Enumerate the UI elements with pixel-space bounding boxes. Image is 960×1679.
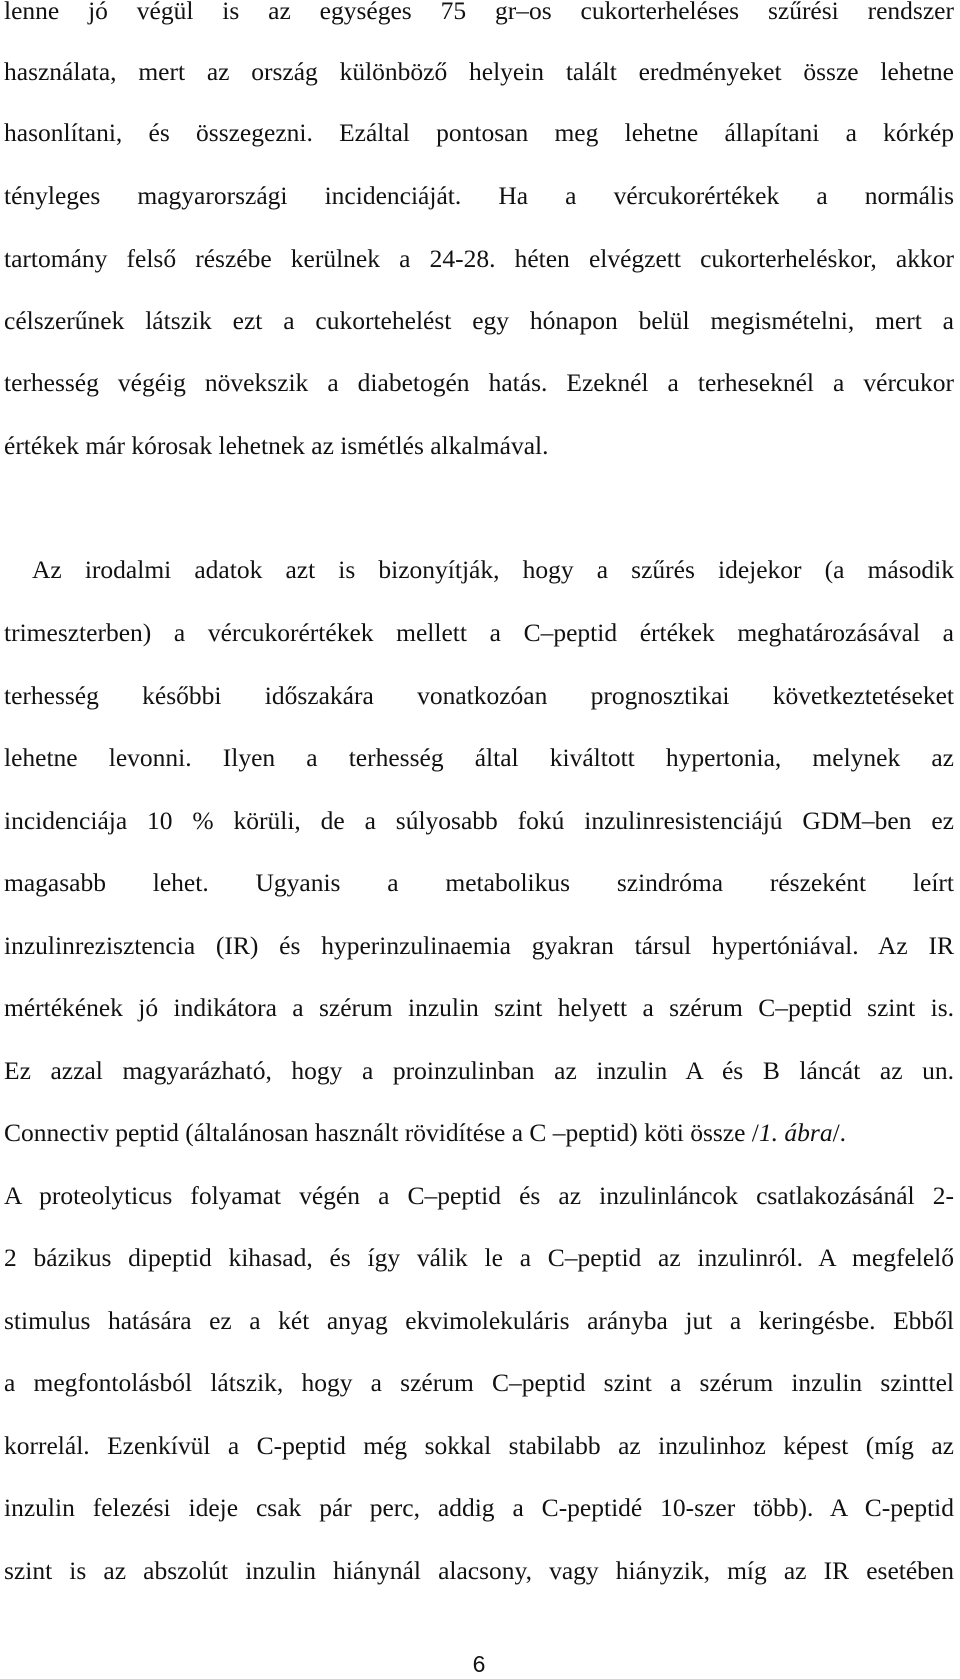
- paragraph-1-line-4: tényleges magyarországi incidenciáját. Ha a vércukorértékek a normális: [4, 181, 954, 210]
- paragraph-2-line-2: trimeszterben) a vércukorértékek mellett a C–peptid értékek meghatározásával a: [4, 618, 954, 647]
- paragraph-2-line-17: szint is az abszolút inzulin hiánynál alacsony, vagy hiányzik, míg az IR esetében: [4, 1556, 954, 1585]
- paragraph-2-line-10-text: Connectiv peptid (általánosan használt rövidítése a C –peptid) köti össze /: [4, 1118, 759, 1147]
- paragraph-2-line-12: 2 bázikus dipeptid kihasad, és így válik le a C–peptid az inzulinról. A megfelelő: [4, 1243, 954, 1272]
- paragraph-1-line-6: célszerűnek látszik ezt a cukortehelést egy hónapon belül megismételni, mert a: [4, 306, 954, 335]
- paragraph-2-line-10: [4, 1118, 954, 1148]
- paragraph-2-line-13: stimulus hatására ez a két anyag ekvimolekuláris arányba jut a keringésbe. Ebből: [4, 1306, 954, 1335]
- paragraph-1-line-1: lenne jó végül is az egységes 75 gr–os cukorterheléses szűrési rendszer: [4, 0, 954, 25]
- paragraph-1-line-3: hasonlítani, és összegezni. Ezáltal pontosan meg lehetne állapítani a kórkép: [4, 118, 954, 147]
- paragraph-2-line-4: lehetne levonni. Ilyen a terhesség által kiváltott hypertonia, melynek az: [4, 743, 954, 772]
- figure-reference: 1. ábra: [758, 1118, 833, 1147]
- figure-reference-suffix: /.: [832, 1118, 847, 1147]
- paragraph-1-line-2: használata, mert az ország különböző helyein talált eredményeket össze lehetne: [4, 57, 954, 86]
- page-number: 6: [472, 1651, 486, 1677]
- paragraph-2-line-14: a megfontolásból látszik, hogy a szérum C–peptid szint a szérum inzulin szinttel: [4, 1368, 954, 1397]
- paragraph-2-line-7: inzulinrezisztencia (IR) és hyperinzulinaemia gyakran társul hypertóniával. Az IR: [4, 931, 954, 960]
- paragraph-2-line-5: incidenciája 10 % körüli, de a súlyosabb fokú inzulinresistenciájú GDM–ben ez: [4, 806, 954, 835]
- paragraph-2-line-15: korrelál. Ezenkívül a C-peptid még sokkal stabilabb az inzulinhoz képest (míg az: [4, 1431, 954, 1460]
- paragraph-2-line-9: Ez azzal magyarázható, hogy a proinzulinban az inzulin A és B láncát az un.: [4, 1056, 954, 1085]
- paragraph-2-line-11: A proteolyticus folyamat végén a C–peptid és az inzulinláncok csatlakozásánál 2-: [4, 1181, 954, 1210]
- paragraph-1-line-8: értékek már kórosak lehetnek az ismétlés alkalmával.: [4, 431, 549, 460]
- paragraph-2-line-6: magasabb lehet. Ugyanis a metabolikus szindróma részeként leírt: [4, 868, 954, 897]
- paragraph-2-line-1: Az irodalmi adatok azt is bizonyítják, hogy a szűrés idejekor (a második: [32, 555, 954, 584]
- paragraph-2-line-8: mértékének jó indikátora a szérum inzulin szint helyett a szérum C–peptid szint is.: [4, 993, 954, 1022]
- paragraph-2-line-3: terhesség későbbi időszakára vonatkozóan prognosztikai következtetéseket: [4, 681, 954, 710]
- paragraph-2-line-16: inzulin felezési ideje csak pár perc, addig a C-peptidé 10-szer több). A C-peptid: [4, 1493, 954, 1522]
- paragraph-1-line-7: terhesség végéig növekszik a diabetogén hatás. Ezeknél a terheseknél a vércukor: [4, 368, 954, 397]
- paragraph-1-line-5: tartomány felső részébe kerülnek a 24-28. héten elvégzett cukorterheléskor, akkor: [4, 244, 954, 273]
